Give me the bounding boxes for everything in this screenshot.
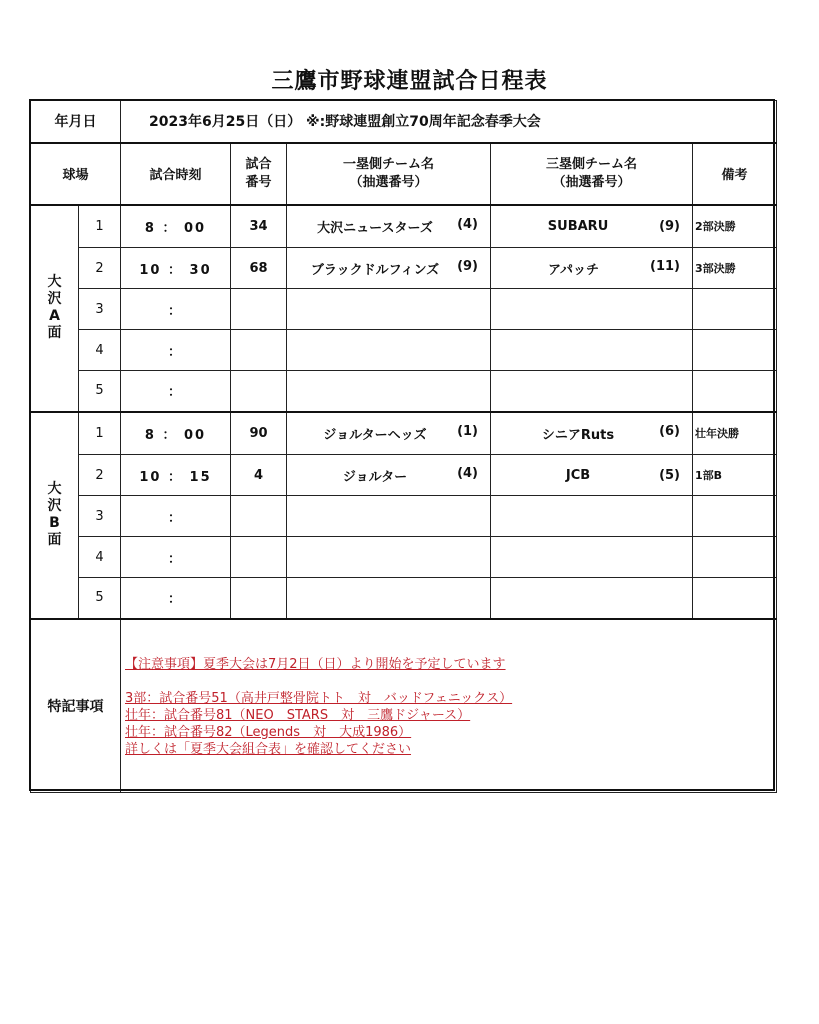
- row-note: 3部決勝: [693, 248, 777, 289]
- game-number: 68: [231, 248, 287, 289]
- remarks-row: [31, 619, 777, 793]
- first-base-team: [287, 205, 491, 248]
- first-base-team-name: 大沢ニュースターズ: [317, 220, 433, 236]
- row-number: 2: [79, 455, 121, 496]
- header-notes: 備考: [693, 143, 777, 205]
- first-base-team: [287, 289, 491, 330]
- table-row: [31, 289, 777, 330]
- row-note: [693, 537, 777, 578]
- table-row: [31, 496, 777, 537]
- remarks-label: 特記事項: [31, 619, 121, 793]
- venue-name-char: 大: [47, 481, 62, 497]
- game-time: ：: [121, 289, 231, 330]
- third-base-team: [491, 330, 693, 371]
- table-row: [31, 205, 777, 248]
- table-row: [31, 330, 777, 371]
- game-time: ：: [121, 496, 231, 537]
- venue-name-char: 沢: [47, 291, 62, 307]
- first-base-team: [287, 330, 491, 371]
- third-base-team-name: SUBARU: [547, 218, 609, 234]
- remarks-content: [121, 619, 777, 793]
- third-base-draw-number: (5): [659, 467, 680, 483]
- first-base-draw-number: (1): [457, 423, 478, 439]
- row-number: 2: [79, 248, 121, 289]
- first-base-team: [287, 371, 491, 412]
- third-base-team: [491, 248, 693, 289]
- row-note: [693, 496, 777, 537]
- remarks-line: 詳しくは「夏季大会組合表」を確認してください: [125, 741, 412, 757]
- schedule-table: [30, 100, 777, 793]
- third-base-team: [491, 205, 693, 248]
- third-base-team-name: アパッチ: [548, 262, 599, 278]
- row-note: [693, 578, 777, 619]
- third-base-team: [491, 289, 693, 330]
- game-time: ：: [121, 537, 231, 578]
- header-first-base-line1: 一塁側チーム名: [342, 156, 434, 172]
- game-number: [231, 330, 287, 371]
- first-base-team: [287, 455, 491, 496]
- venue-name-char: 沢: [47, 498, 62, 514]
- first-base-team-name: ジョルターヘッズ: [323, 427, 427, 443]
- third-base-team: [491, 537, 693, 578]
- third-base-team: [491, 371, 693, 412]
- table-row: [31, 455, 777, 496]
- header-first-base-line2: （抽選番号）: [349, 174, 428, 190]
- game-number: 90: [231, 412, 287, 455]
- game-number: [231, 537, 287, 578]
- third-base-team-name: シニアRuts: [541, 427, 615, 443]
- row-number: 4: [79, 537, 121, 578]
- row-number: 5: [79, 371, 121, 412]
- first-base-team: [287, 496, 491, 537]
- game-time: 10 ： 30: [121, 248, 231, 289]
- venue-name-char: A: [49, 308, 60, 324]
- row-number: 3: [79, 496, 121, 537]
- row-number: 4: [79, 330, 121, 371]
- header-third-base-line2: （抽選番号）: [552, 174, 631, 190]
- third-base-team: [491, 578, 693, 619]
- row-number: 3: [79, 289, 121, 330]
- date-value: 2023年6月25日（日） ※:野球連盟創立70周年記念春季大会: [121, 101, 777, 143]
- first-base-team: [287, 248, 491, 289]
- date-label: 年月日: [31, 101, 121, 143]
- header-venue: 球場: [31, 143, 121, 205]
- remarks-line: 【注意事項】夏季大会は7月2日（日）より開始を予定しています: [125, 656, 506, 672]
- row-number: 1: [79, 205, 121, 248]
- remarks-line: 壮年：試合番号82（Legends 対 大成1986）: [125, 724, 412, 740]
- table-row: [31, 412, 777, 455]
- third-base-team: [491, 496, 693, 537]
- third-base-draw-number: (6): [659, 423, 680, 439]
- game-time: ：: [121, 578, 231, 619]
- row-note: [693, 289, 777, 330]
- table-row: [31, 371, 777, 412]
- row-number: 5: [79, 578, 121, 619]
- remarks-line: 3部：試合番号51（高井戸整骨院トト 対 バッドフェニックス）: [125, 690, 513, 706]
- first-base-team: [287, 578, 491, 619]
- game-number: [231, 289, 287, 330]
- header-first-base: [287, 143, 491, 205]
- table-row: [31, 578, 777, 619]
- game-number: 4: [231, 455, 287, 496]
- row-note: [693, 371, 777, 412]
- game-time: 8 ： 00: [121, 205, 231, 248]
- remarks-spacer: [125, 673, 776, 690]
- first-base-team-name: ブラックドルフィンズ: [310, 262, 440, 278]
- table-row: [31, 537, 777, 578]
- first-base-draw-number: (4): [457, 465, 478, 481]
- header-game-no-line2: 番号: [245, 174, 272, 190]
- header-row: [31, 143, 777, 205]
- remarks-line: 壮年：試合番号81（NEO STARS 対 三鷹ドジャース）: [125, 707, 471, 723]
- third-base-team-name: JCB: [565, 467, 591, 483]
- first-base-team: [287, 537, 491, 578]
- venue-name-char: 面: [47, 532, 62, 548]
- table-row: [31, 248, 777, 289]
- date-row: [31, 101, 777, 143]
- game-number: [231, 371, 287, 412]
- third-base-team: [491, 455, 693, 496]
- first-base-team-name: ジョルター: [342, 469, 408, 485]
- header-game-no-line1: 試合: [245, 156, 272, 172]
- game-number: 34: [231, 205, 287, 248]
- first-base-draw-number: (4): [457, 216, 478, 232]
- game-number: [231, 496, 287, 537]
- header-third-base-line1: 三塁側チーム名: [545, 156, 637, 172]
- venue-name: [31, 412, 79, 619]
- venue-name-char: 面: [47, 325, 62, 341]
- game-time: ：: [121, 330, 231, 371]
- venue-name-char: 大: [47, 274, 62, 290]
- venue-name-char: B: [49, 515, 60, 531]
- row-note: [693, 330, 777, 371]
- first-base-draw-number: (9): [457, 258, 478, 274]
- game-time: 10 ： 15: [121, 455, 231, 496]
- third-base-draw-number: (11): [650, 258, 680, 274]
- row-number: 1: [79, 412, 121, 455]
- game-time: 8 ： 00: [121, 412, 231, 455]
- header-game-no: [231, 143, 287, 205]
- row-note: 1部B: [693, 455, 777, 496]
- third-base-team: [491, 412, 693, 455]
- header-time: 試合時刻: [121, 143, 231, 205]
- third-base-draw-number: (9): [659, 218, 680, 234]
- game-time: ：: [121, 371, 231, 412]
- first-base-team: [287, 412, 491, 455]
- row-note: 2部決勝: [693, 205, 777, 248]
- game-number: [231, 578, 287, 619]
- row-note: 壮年決勝: [693, 412, 777, 455]
- venue-name: [31, 205, 79, 412]
- page-title: 三鷹市野球連盟試合日程表: [271, 69, 548, 94]
- header-third-base: [491, 143, 693, 205]
